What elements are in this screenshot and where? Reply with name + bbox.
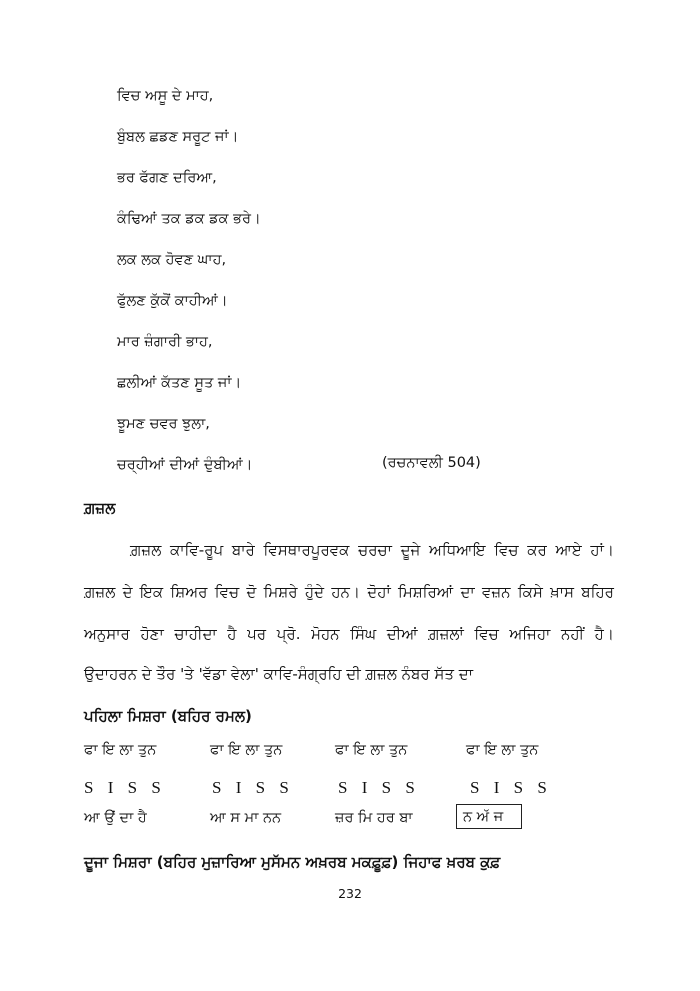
paragraph-line: ਉਦਾਹਰਨ ਦੇ ਤੌਰ 'ਤੇ 'ਵੱਡਾ ਵੇਲਾ' ਕਾਵਿ-ਸੰਗ੍ਰਹਿ ਦੀ ਗ਼ਜ਼ਲ ਨੰਬਰ ਸੱਤ ਦਾ [84, 665, 474, 683]
poem-line: ਫੁੱਲਣ ਕੁੱਕੋਂ ਕਾਹੀਆਂ। [117, 293, 228, 309]
syllable-group: ਆ ਉਂ ਦਾ ਹੈ [84, 810, 147, 826]
first-misra-heading: ਪਹਿਲਾ ਮਿਸ਼ਰਾ (ਬਹਿਰ ਰਮਲ) [84, 707, 252, 725]
poem-line: ਮਾਰ ਜ਼ੰਗਾਰੀ ਭਾਹ, [117, 334, 213, 350]
poem-line: ਲਕ ਲਕ ਹੋਵਣ ਘਾਹ, [117, 252, 227, 268]
boxed-syllable-group: ਨ ਅੱ ਜ [456, 804, 522, 829]
poem-line: ਝੂਮਣ ਚਵਰ ਝੁਲਾ, [117, 416, 210, 432]
meter-pattern-row [84, 778, 554, 800]
page-number: 232 [338, 886, 362, 901]
meter-pattern: S I S S [84, 778, 166, 797]
poem-line: ਕੰਢਿਆਂ ਤਕ ਡਕ ਡਕ ਭਰੇ। [117, 211, 261, 227]
syllable-group: ਜ਼ਰ ਮਿ ਹਰ ਬਾ [335, 810, 413, 826]
poem-line: ਵਿਚ ਅਸੂ ਦੇ ਮਾਹ, [117, 88, 214, 104]
second-misra-heading: ਦੂਜਾ ਮਿਸ਼ਰਾ (ਬਹਿਰ ਮੁਜ਼ਾਰਿਆ ਮੁਸੱਮਨ ਅਖ਼ਰਬ ਮਕਫ਼ੂਫ਼) ਜਿਹਾਫ ਖ਼ਰਬ ਕੁਫ਼ [84, 853, 501, 871]
syllable-row [84, 810, 554, 832]
syllable-group: ਆ ਸ ਮਾ ਨਨ [210, 810, 282, 826]
section-heading: ਗ਼ਜ਼ਲ [84, 499, 116, 517]
poem-line: ਭਰ ਫੱਗਣ ਦਰਿਆ, [117, 170, 217, 186]
meter-foot: ਫਾ ਇ ਲਾ ਤੁਨ [84, 742, 157, 758]
poem-line: ਬੁੰਬਲ ਛਡਣ ਸਰੂਟ ਜਾਂ। [117, 129, 239, 145]
meter-foot: ਫਾ ਇ ਲਾ ਤੁਨ [335, 742, 408, 758]
meter-foot: ਫਾ ਇ ਲਾ ਤੁਨ [210, 742, 283, 758]
paragraph-line: ਗ਼ਜ਼ਲ ਦੇ ਇਕ ਸ਼ਿਅਰ ਵਿਚ ਦੋ ਮਿਸ਼ਰੇ ਹੁੰਦੇ ਹਨ। ਦੋਹਾਂ ਮਿਸ਼ਰਿਆਂ ਦਾ ਵਜ਼ਨ ਕਿਸੇ ਖ਼ਾਸ ਬਹਿਰ [84, 583, 614, 601]
poem-line: ਚਰ੍ਹੀਆਂ ਦੀਆਂ ਦੁੰਬੀਆਂ। [117, 457, 253, 473]
meter-pattern: S I S S [212, 778, 294, 797]
paragraph-line: ਗ਼ਜ਼ਲ ਕਾਵਿ-ਰੂਪ ਬਾਰੇ ਵਿਸਥਾਰਪੂਰਵਕ ਚਰਚਾ ਦੂਜੇ ਅਧਿਆਇ ਵਿਚ ਕਰ ਆਏ ਹਾਂ। [130, 541, 614, 559]
citation: (ਰਚਨਾਵਲੀ 504) [382, 455, 481, 471]
poem-line: ਛਲੀਆਂ ਕੱਤਣ ਸੂਤ ਜਾਂ। [117, 375, 242, 391]
meter-foot: ਫਾ ਇ ਲਾ ਤੁਨ [466, 742, 539, 758]
paragraph-line: ਅਨੁਸਾਰ ਹੋਣਾ ਚਾਹੀਦਾ ਹੈ ਪਰ ਪ੍ਰੋ. ਮੋਹਨ ਸਿੰਘ ਦੀਆਂ ਗ਼ਜ਼ਲਾਂ ਵਿਚ ਅਜਿਹਾ ਨਹੀਂ ਹੈ। [84, 625, 614, 643]
meter-pattern: S I S S [470, 778, 552, 797]
meter-pattern: S I S S [338, 778, 420, 797]
meter-feet-row [84, 742, 554, 764]
